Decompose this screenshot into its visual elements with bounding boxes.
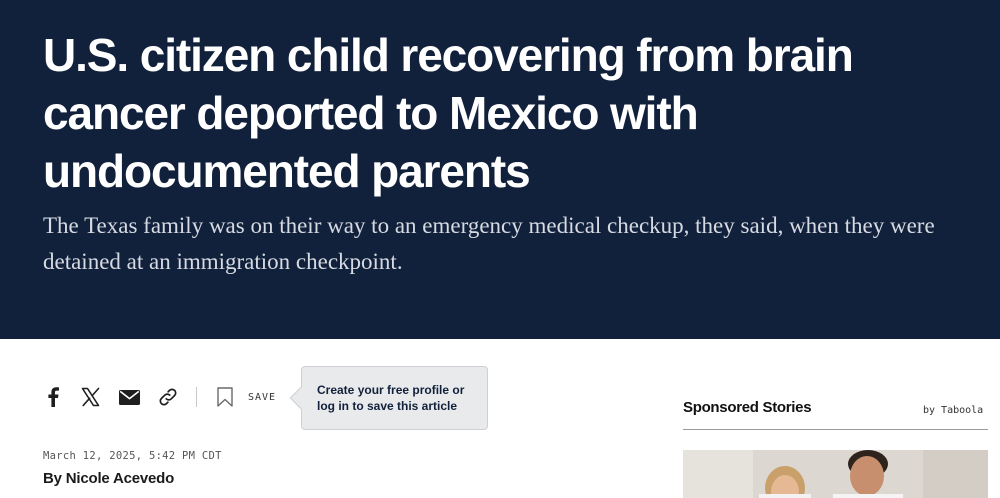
share-bar [43,383,276,411]
tooltip-text: Create your free profile or log in to save this article [317,383,465,413]
sponsored-story-image[interactable] [683,450,988,498]
article-date: March 12, 2025, 5:42 PM CDT [43,450,222,462]
email-icon[interactable] [117,385,141,409]
save-tooltip [301,366,488,430]
x-icon[interactable] [79,385,103,409]
sponsored-divider [683,429,988,430]
article-headline: U.S. citizen child recovering from brain cancer deported to Mexico with undocumented parents [43,29,853,197]
tooltip-arrow [290,387,313,410]
taboola-credit[interactable]: by Taboola [923,405,984,416]
link-icon[interactable] [156,385,180,409]
facebook-icon[interactable] [41,385,65,409]
bookmark-icon[interactable] [213,385,237,409]
save-button[interactable]: SAVE [248,391,277,403]
article-dek: The Texas family was on their way to an emergency medical checkup, they said, when they were detained at an immigration checkpoint. [43,213,935,274]
share-divider [196,387,197,407]
sponsored-title: Sponsored Stories [683,399,812,416]
article-byline[interactable]: By Nicole Acevedo [43,470,175,487]
